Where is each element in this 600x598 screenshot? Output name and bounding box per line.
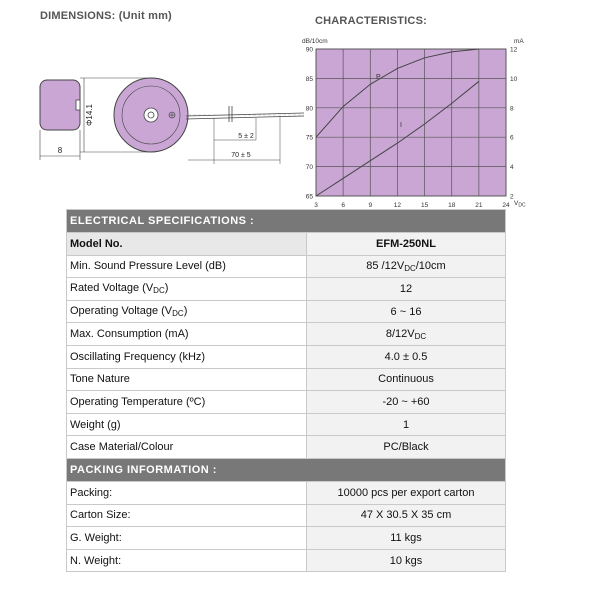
x-tick: 9	[368, 202, 373, 209]
lead-label: 5 ± 2	[238, 133, 254, 140]
spec-value: 6 ~ 16	[307, 300, 506, 323]
table-row	[67, 323, 506, 346]
y-tick-right: 8	[510, 105, 514, 113]
packing-value: 10 kgs	[307, 549, 506, 572]
y-tick-left: 65	[305, 193, 313, 201]
section-packing: PACKING INFORMATION :	[67, 458, 506, 481]
y-tick-right: 6	[510, 134, 514, 142]
x-axis-label: V	[514, 200, 519, 207]
spec-value: 1	[307, 413, 506, 436]
spec-label: Oscillating Frequency (kHz)	[67, 345, 307, 368]
characteristics-chart	[296, 30, 536, 210]
characteristics-heading: CHARACTERISTICS:	[315, 15, 427, 27]
table-row	[67, 345, 506, 368]
spec-label: Rated Voltage $(V_{DC})$	[67, 278, 307, 301]
spec-label: Operating Voltage $(V_{DC})$	[67, 300, 307, 323]
spec-value: 4.0 ± 0.5	[307, 345, 506, 368]
table-row	[67, 481, 506, 504]
dimension-drawing	[36, 66, 306, 172]
x-tick: 3	[314, 202, 318, 209]
section-header-row	[67, 210, 506, 233]
side-view-tab	[76, 100, 80, 110]
table-row	[67, 278, 506, 301]
table-row	[67, 233, 506, 256]
table-row	[67, 255, 506, 278]
packing-label: Carton Size:	[67, 504, 307, 527]
packing-label: Packing:	[67, 481, 307, 504]
y-axis-right-label: mA	[514, 38, 524, 45]
model-label: Model No.	[67, 233, 307, 256]
y-tick-right: 10	[510, 75, 518, 83]
svg-text:VDC	[514, 200, 526, 209]
spec-label: Max. Consumption (mA)	[67, 323, 307, 346]
table-row	[67, 527, 506, 550]
model-value: EFM-250NL	[307, 233, 506, 256]
table-row	[67, 504, 506, 527]
width-label: 8	[57, 146, 63, 155]
lead-wire	[186, 116, 304, 119]
spec-value: Continuous	[307, 368, 506, 391]
x-axis-label-sub: DC	[518, 202, 526, 209]
x-tick: 12	[393, 202, 402, 209]
table-row	[67, 391, 506, 414]
spec-value: $8/12V_{DC}$	[307, 323, 506, 346]
packing-label: N. Weight:	[67, 549, 307, 572]
x-tick: 15	[420, 202, 429, 209]
spec-value: 85 $/12V_{DC}/10cm$	[307, 255, 506, 278]
y-tick-right: 2	[510, 193, 514, 201]
packing-value: 11 kgs	[307, 527, 506, 550]
series-label-p: P	[376, 74, 381, 81]
table-row	[67, 368, 506, 391]
sound-hole	[144, 108, 158, 122]
x-tick: 6	[341, 202, 345, 209]
plot-area	[316, 49, 506, 196]
y-tick-left: 90	[305, 46, 313, 54]
spec-label: Case Material/Colour	[67, 436, 307, 459]
table-row	[67, 436, 506, 459]
dimensions-heading: DIMENSIONS: (Unit mm)	[40, 10, 172, 22]
section-electrical: ELECTRICAL SPECIFICATIONS :	[67, 210, 506, 233]
spec-table	[66, 209, 506, 572]
section-header-row	[67, 458, 506, 481]
y-tick-left: 75	[305, 134, 313, 142]
y-axis-left-label: dB/10cm	[302, 38, 328, 45]
spec-value: PC/Black	[307, 436, 506, 459]
x-tick: 24	[502, 202, 510, 209]
packing-value: 10000 pcs per export carton	[307, 481, 506, 504]
table-row	[67, 413, 506, 436]
table-row	[67, 300, 506, 323]
side-view-body	[40, 80, 80, 130]
x-tick: 21	[475, 202, 483, 209]
spec-label: Min. Sound Pressure Level (dB)	[67, 255, 307, 278]
spec-label: Tone Nature	[67, 368, 307, 391]
spec-label: Weight (g)	[67, 413, 307, 436]
series-label-i: I	[400, 122, 402, 129]
diameter-label: Φ14.1	[85, 104, 94, 126]
table-row	[67, 549, 506, 572]
y-tick-left: 70	[305, 164, 313, 172]
y-tick-left: 85	[305, 75, 313, 83]
spec-label: Operating Temperature (ºC)	[67, 391, 307, 414]
y-tick-left: 80	[305, 105, 313, 113]
spec-value: -20 ~ +60	[307, 391, 506, 414]
packing-value: 47 X 30.5 X 35 cm	[307, 504, 506, 527]
packing-label: G. Weight:	[67, 527, 307, 550]
lead-wire	[186, 113, 304, 116]
x-tick: 18	[448, 202, 456, 209]
y-tick-right: 12	[510, 46, 518, 54]
length-label: 70 ± 5	[231, 152, 251, 159]
y-tick-right: 4	[510, 164, 514, 172]
spec-value: 12	[307, 278, 506, 301]
